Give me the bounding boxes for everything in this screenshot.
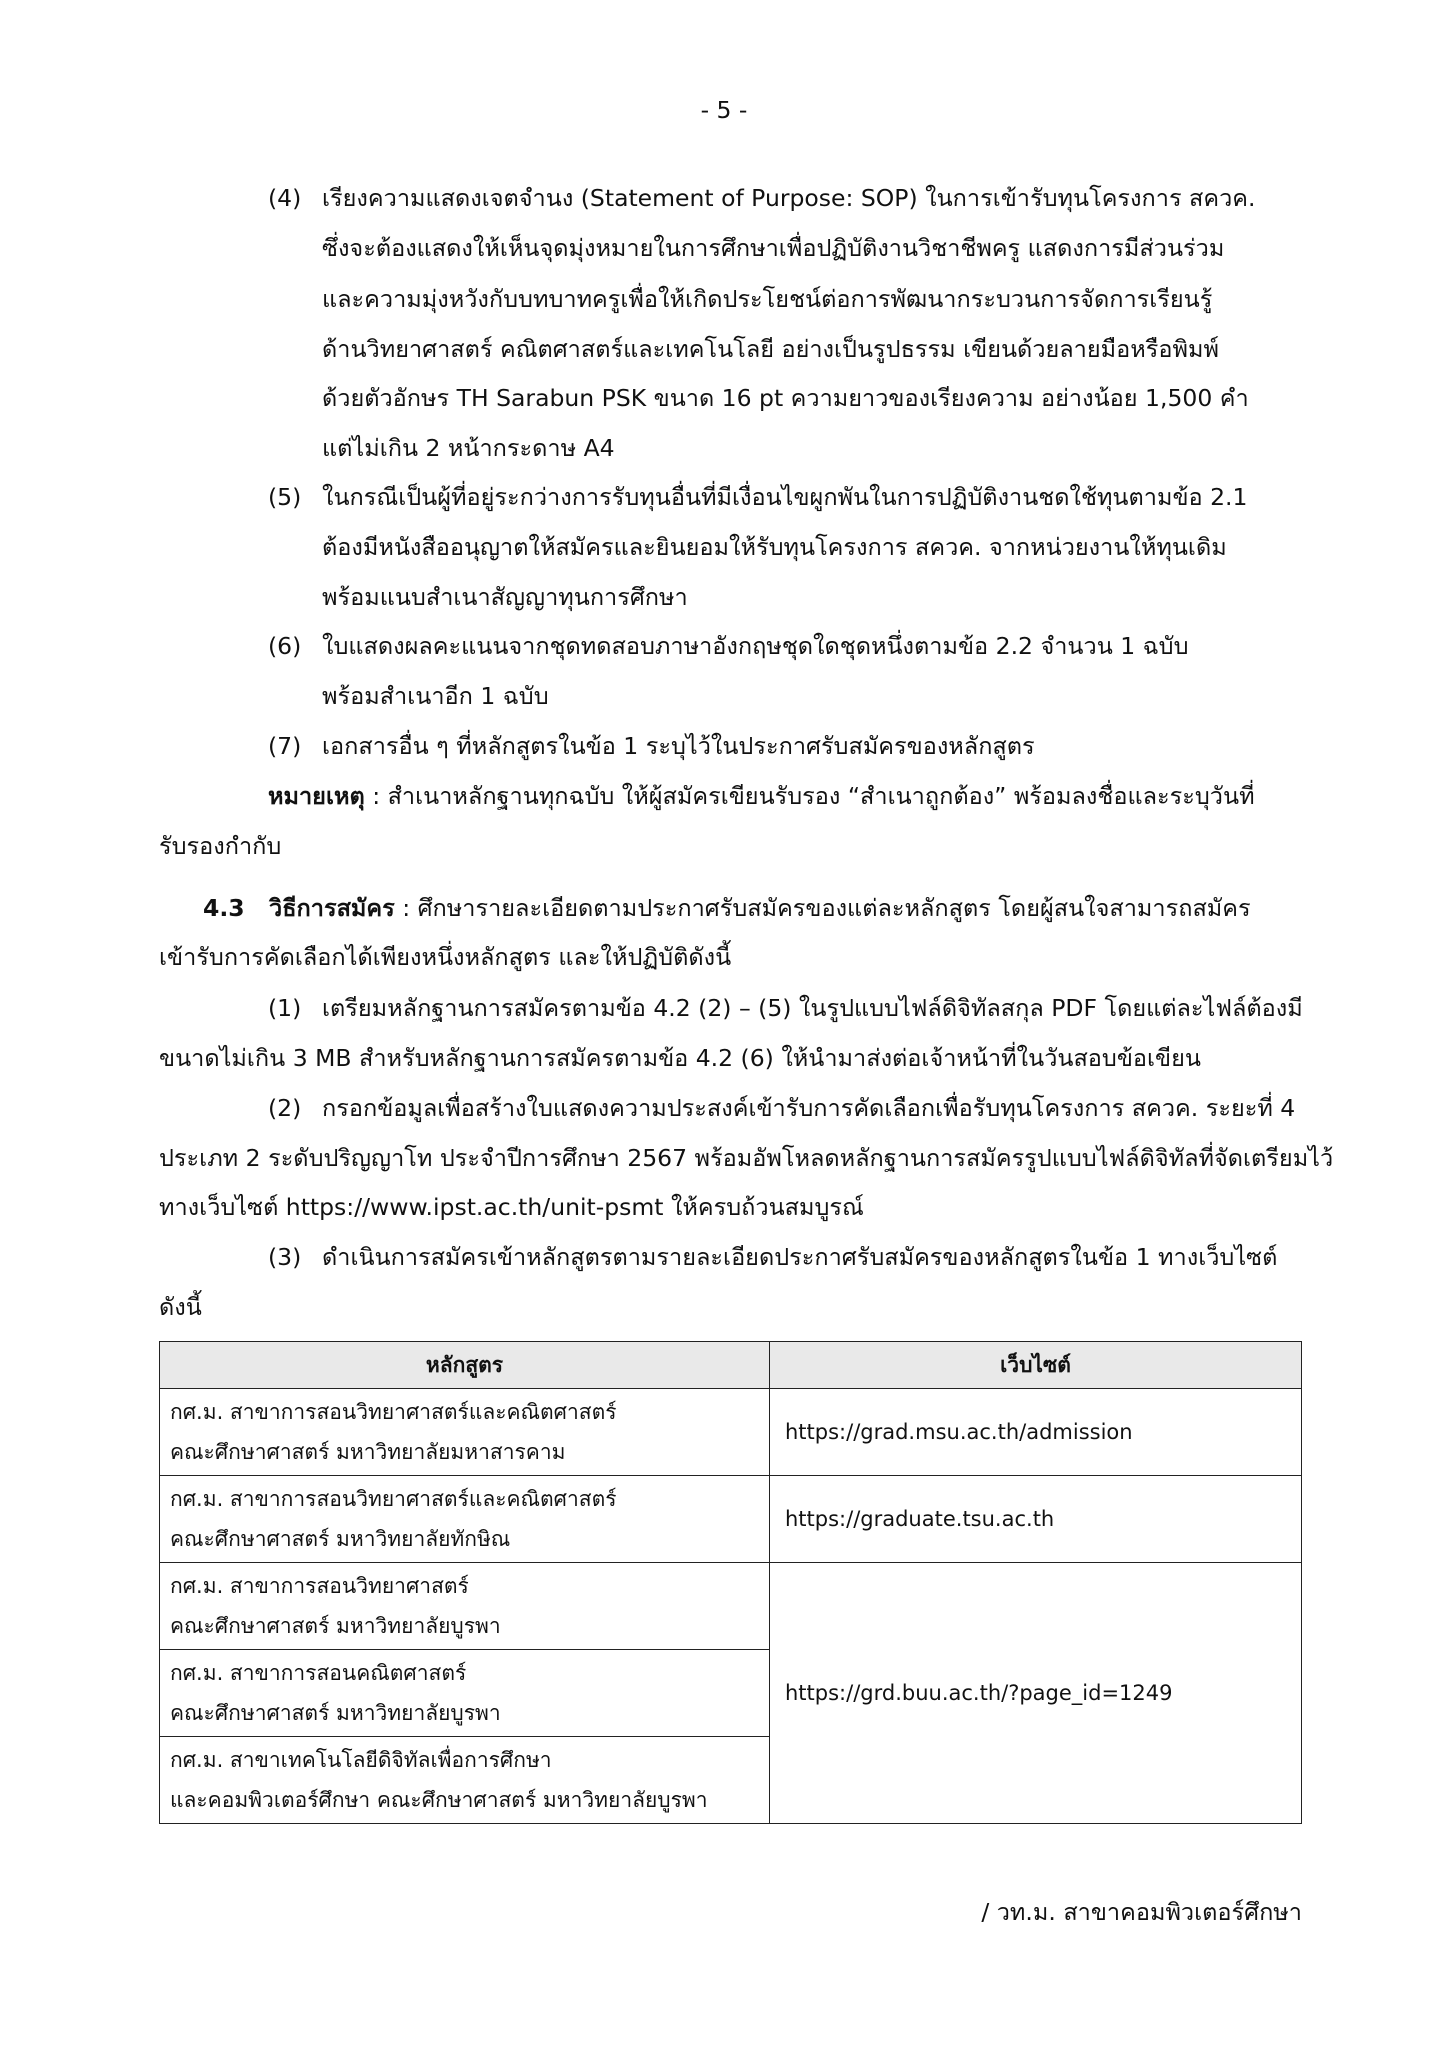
table-header-row [160,1342,1302,1389]
program-cell [160,1650,770,1737]
table-header-program: หลักสูตร [160,1342,770,1389]
continuation-footer: / วท.ม. สาขาคอมพิวเตอร์ศึกษา [981,1898,1302,1926]
program-cell [160,1476,770,1563]
section-number: 4.3 [203,894,245,922]
step-label: (1) [268,994,302,1022]
item-line: ด้านวิทยาศาสตร์ คณิตศาสตร์และเทคโนโลยี อย่างเป็นรูปธรรม เขียนด้วยลายมือหรือพิมพ์ [322,335,1219,363]
step-line: ประเภท 2 ระดับปริญญาโท ประจำปีการศึกษา 2567 พร้อมอัพโหลดหลักฐานการสมัครรูปแบบไฟล์ดิจิทัลที่จัดเตรียมไว้ [159,1144,1334,1172]
step-line: กรอกข้อมูลเพื่อสร้างใบแสดงความประสงค์เข้ารับการคัดเลือกเพื่อรับทุนโครงการ สควค. ระยะที่ 4 [322,1094,1296,1122]
table-row [160,1563,1302,1650]
item-label: (5) [268,483,302,511]
step-label: (2) [268,1094,302,1122]
note-continuation: รับรองกำกับ [159,832,282,860]
program-faculty: คณะศึกษาศาสตร์ มหาวิทยาลัยบูรพา [170,1614,501,1638]
step-line: ทางเว็บไซต์ https://www.ipst.ac.th/unit-psmt ให้ครบถ้วนสมบูรณ์ [159,1193,864,1221]
item-line: ซึ่งจะต้องแสดงให้เห็นจุดมุ่งหมายในการศึกษาเพื่อปฏิบัติงานวิชาชีพครู แสดงการมีส่วนร่วม [322,234,1225,262]
item-line: เอกสารอื่น ๆ ที่หลักสูตรในข้อ 1 ระบุไว้ในประกาศรับสมัครของหลักสูตร [322,732,1035,760]
section-intro-continuation: เข้ารับการคัดเลือกได้เพียงหนึ่งหลักสูตร และให้ปฏิบัติดังนี้ [159,943,732,971]
item-line: ต้องมีหนังสืออนุญาตให้สมัครและยินยอมให้รับทุนโครงการ สควค. จากหน่วยงานให้ทุนเดิม [322,533,1227,561]
program-name: กศ.ม. สาขาการสอนคณิตศาสตร์ [170,1661,467,1685]
program-cell [160,1389,770,1476]
program-faculty: คณะศึกษาศาสตร์ มหาวิทยาลัยทักษิณ [170,1527,511,1551]
table-row [160,1389,1302,1476]
program-website-table [159,1341,1302,1824]
program-cell [160,1563,770,1650]
section-title: วิธีการสมัคร [269,894,395,922]
item-line: ในกรณีเป็นผู้ที่อยู่ระกว่างการรับทุนอื่นที่มีเงื่อนไขผูกพันในการปฏิบัติงานชดใช้ทุนตามข้อ 2.1 [322,483,1248,511]
step-line: เตรียมหลักฐานการสมัครตามข้อ 4.2 (2) – (5) ในรูปแบบไฟล์ดิจิทัลสกุล PDF โดยแต่ละไฟล์ต้องมี [322,994,1303,1022]
note-paragraph [268,781,1255,811]
program-cell [160,1737,770,1824]
section-heading [203,893,1251,923]
program-name: กศ.ม. สาขาเทคโนโลยีดิจิทัลเพื่อการศึกษา [170,1748,552,1772]
program-name: กศ.ม. สาขาการสอนวิทยาศาสตร์ [170,1574,469,1598]
program-name: กศ.ม. สาขาการสอนวิทยาศาสตร์และคณิตศาสตร์ [170,1400,617,1424]
website-cell[interactable]: https://graduate.tsu.ac.th [770,1476,1302,1563]
program-name: กศ.ม. สาขาการสอนวิทยาศาสตร์และคณิตศาสตร์ [170,1487,617,1511]
note-text: : สำเนาหลักฐานทุกฉบับ ให้ผู้สมัครเขียนรับรอง “สำเนาถูกต้อง” พร้อมลงชื่อและระบุวันที่ [364,782,1255,810]
website-cell[interactable]: https://grad.msu.ac.th/admission [770,1389,1302,1476]
page-number: - 5 - [700,96,748,124]
note-label: หมายเหตุ [268,782,365,810]
step-line: ดำเนินการสมัครเข้าหลักสูตรตามรายละเอียดประกาศรับสมัครของหลักสูตรในข้อ 1 ทางเว็บไซต์ [322,1243,1278,1271]
step-line: ขนาดไม่เกิน 3 MB สำหรับหลักฐานการสมัครตามข้อ 4.2 (6) ให้นำมาส่งต่อเจ้าหน้าที่ในวันสอบข้อเขียน [159,1044,1201,1072]
step-line: ดังนี้ [159,1293,202,1321]
table-header-website: เว็บไซต์ [770,1342,1302,1389]
table-row [160,1476,1302,1563]
item-line: พร้อมแนบสำเนาสัญญาทุนการศึกษา [322,583,688,611]
item-line: ใบแสดงผลคะแนนจากชุดทดสอบภาษาอังกฤษชุดใดชุดหนึ่งตามข้อ 2.2 จำนวน 1 ฉบับ [322,632,1189,660]
item-line: ด้วยตัวอักษร TH Sarabun PSK ขนาด 16 pt ความยาวของเรียงความ อย่างน้อย 1,500 คำ [322,384,1249,412]
item-line: เรียงความแสดงเจตจำนง (Statement of Purpose: SOP) ในการเข้ารับทุนโครงการ สควค. [322,184,1256,212]
program-faculty: คณะศึกษาศาสตร์ มหาวิทยาลัยบูรพา [170,1701,501,1725]
program-faculty: คณะศึกษาศาสตร์ มหาวิทยาลัยมหาสารคาม [170,1440,566,1464]
step-label: (3) [268,1243,302,1271]
website-cell[interactable]: https://grd.buu.ac.th/?page_id=1249 [770,1563,1302,1824]
item-label: (7) [268,732,302,760]
item-line: และความมุ่งหวังกับบทบาทครูเพื่อให้เกิดประโยชน์ต่อการพัฒนากระบวนการจัดการเรียนรู้ [322,285,1213,313]
section-intro: : ศึกษารายละเอียดตามประกาศรับสมัครของแต่ละหลักสูตร โดยผู้สนใจสามารถสมัคร [394,894,1251,922]
item-line: พร้อมสำเนาอีก 1 ฉบับ [322,682,549,710]
item-label: (4) [268,184,302,212]
program-faculty: และคอมพิวเตอร์ศึกษา คณะศึกษาศาสตร์ มหาวิทยาลัยบูรพา [170,1788,708,1812]
item-line: แต่ไม่เกิน 2 หน้ากระดาษ A4 [322,434,615,462]
item-label: (6) [268,632,302,660]
